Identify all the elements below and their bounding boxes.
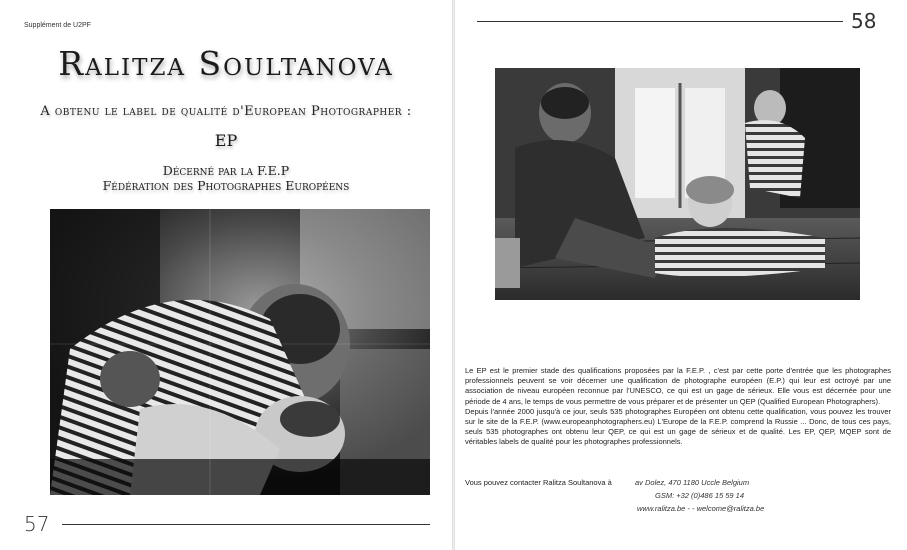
family-photo-right (495, 68, 860, 300)
contact-address: av Dolez, 470 1180 Uccle Belgium (635, 478, 750, 487)
awarded-line-2: Fédération des Photographes Européens (102, 178, 350, 193)
article-paragraph: Le EP est le premier stade des qualifications proposées par la F.E.P. , c'est par cette porte d'entrée que les photographes professionnels peuvent se voir décerner une qualification de photographe européen (E.P.) qui leur est octroyé par une association de niveau européen reconnue par l'UNESCO, ce qui est un gage de sérieux. Elle vous est décernée pour une période de 4 ans, le temps de vous permettre de vous préparer et de présenter un QEP (Qualified European Photographers). (465, 366, 891, 406)
family-photo-left (50, 209, 430, 495)
contact-phone: GSM: +32 (0)486 15 59 14 (655, 491, 745, 500)
left-page (0, 0, 452, 550)
right-page (455, 0, 907, 550)
photographer-name: Ralitza Soultanova (58, 44, 394, 83)
ep-label: EP (214, 131, 238, 150)
label-subtitle: A obtenu le label de qualité d'European Photographer : (40, 104, 412, 119)
family-photo-right-image (495, 68, 860, 300)
footer-rule (62, 524, 430, 525)
awarded-line-1: Décerné par la F.E.P (162, 163, 290, 178)
article-body (465, 366, 891, 448)
page-number-left: 57 (24, 512, 50, 536)
article-paragraph: Depuis l'année 2000 jusqu'à ce jour, seuls 535 photographes Européen ont obtenu cette qualification, vous pouvez les trouver sur le site de la F.E.P. (www.europeanphotographers.eu) L'Europe de la F.E.P. comprend la Russie ... Donc, de tous ces pays, seuls 535 photographes ont obtenu leur QEP, ce qui est un gage de sérieux et de qualité. Les EP, QEP, MQEP sont de véritables labels de qualité pour les photographes professionnels. (465, 406, 891, 447)
contact-web-email: www.ralitza.be - - welcome@ralitza.be (637, 504, 765, 513)
header-rule (477, 21, 843, 22)
awarded-by (0, 163, 452, 193)
supplement-label: Supplément de U2PF (24, 22, 91, 29)
family-photo-left-image (50, 209, 430, 495)
contact-intro: Vous pouvez contacter Ralitza Soultanova à (465, 478, 612, 487)
page-number-right: 58 (851, 9, 877, 33)
